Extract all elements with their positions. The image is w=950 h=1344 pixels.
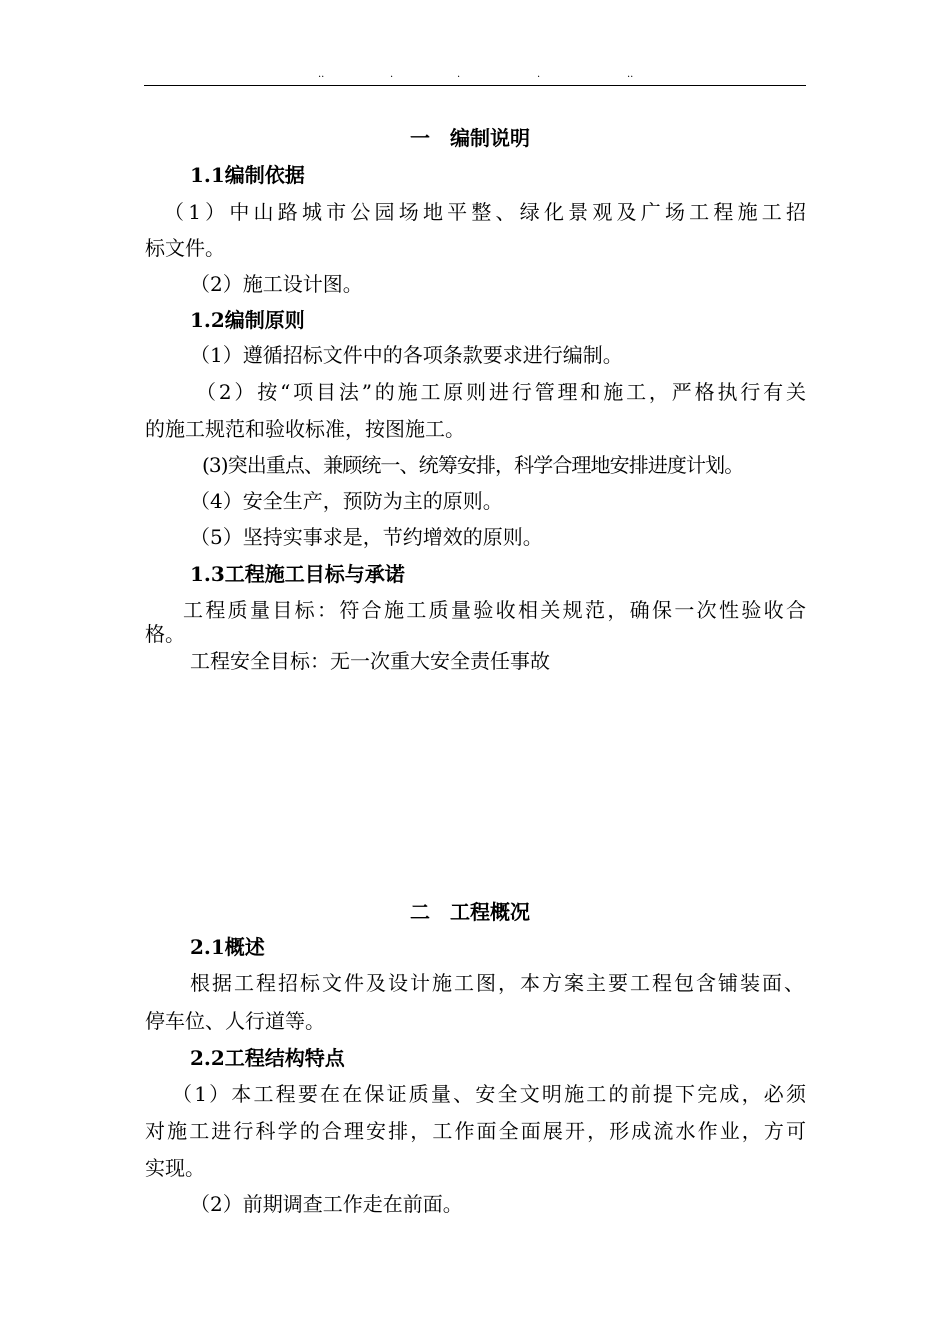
header-dot: . [390,69,394,80]
header-dot: . [457,69,461,80]
paragraph-line: 对施工进行科学的合理安排，工作面全面展开，形成流水作业，方可 [145,1119,806,1143]
paragraph-line: 格。 [145,622,185,646]
subsection-heading: 2.1概述 [190,935,265,959]
paragraph-line: 工程安全目标：无一次重大安全责任事故 [190,649,550,673]
section-title: 二 工程概况 [410,900,530,924]
header-dot: . [537,69,541,80]
subsection-heading: 1.2编制原则 [190,308,305,332]
paragraph-line: （2）按“项目法”的施工原则进行管理和施工，严格执行有关 [196,380,806,404]
paragraph-line: （2）前期调查工作走在前面。 [190,1192,463,1216]
subsection-heading: 2.2工程结构特点 [190,1046,345,1070]
page-header-dots [145,70,805,84]
paragraph-line: （2）施工设计图。 [190,272,363,296]
paragraph-line: （5）坚持实事求是，节约增效的原则。 [190,525,543,549]
paragraph-line: 停车位、人行道等。 [145,1009,325,1033]
header-dot: .. [318,69,325,80]
section-title: 一 编制说明 [410,126,530,150]
paragraph-line: 标文件。 [145,236,225,260]
paragraph-line: 工程质量目标：符合施工质量验收相关规范，确保一次性验收合 [183,598,806,622]
paragraph-line: （1）本工程要在在保证质量、安全文明施工的前提下完成，必须 [172,1082,806,1106]
subsection-heading: 1.3工程施工目标与承诺 [190,562,405,586]
paragraph-line: 实现。 [145,1156,205,1180]
paragraph-line: （1）中山路城市公园场地平整、绿化景观及广场工程施工招 [164,200,806,224]
subsection-heading: 1.1编制依据 [190,163,305,187]
header-dot: .. [627,69,634,80]
header-rule [144,85,806,86]
paragraph-line: （1）遵循招标文件中的各项条款要求进行编制。 [190,343,623,367]
paragraph-line: 根据工程招标文件及设计施工图，本方案主要工程包含铺装面、 [190,971,804,995]
paragraph-line: 的施工规范和验收标准，按图施工。 [145,417,465,441]
paragraph-line: （4）安全生产，预防为主的原则。 [190,489,503,513]
paragraph-line: (3)突出重点、兼顾统一、统筹安排，科学合理地安排进度计划。 [202,453,744,477]
